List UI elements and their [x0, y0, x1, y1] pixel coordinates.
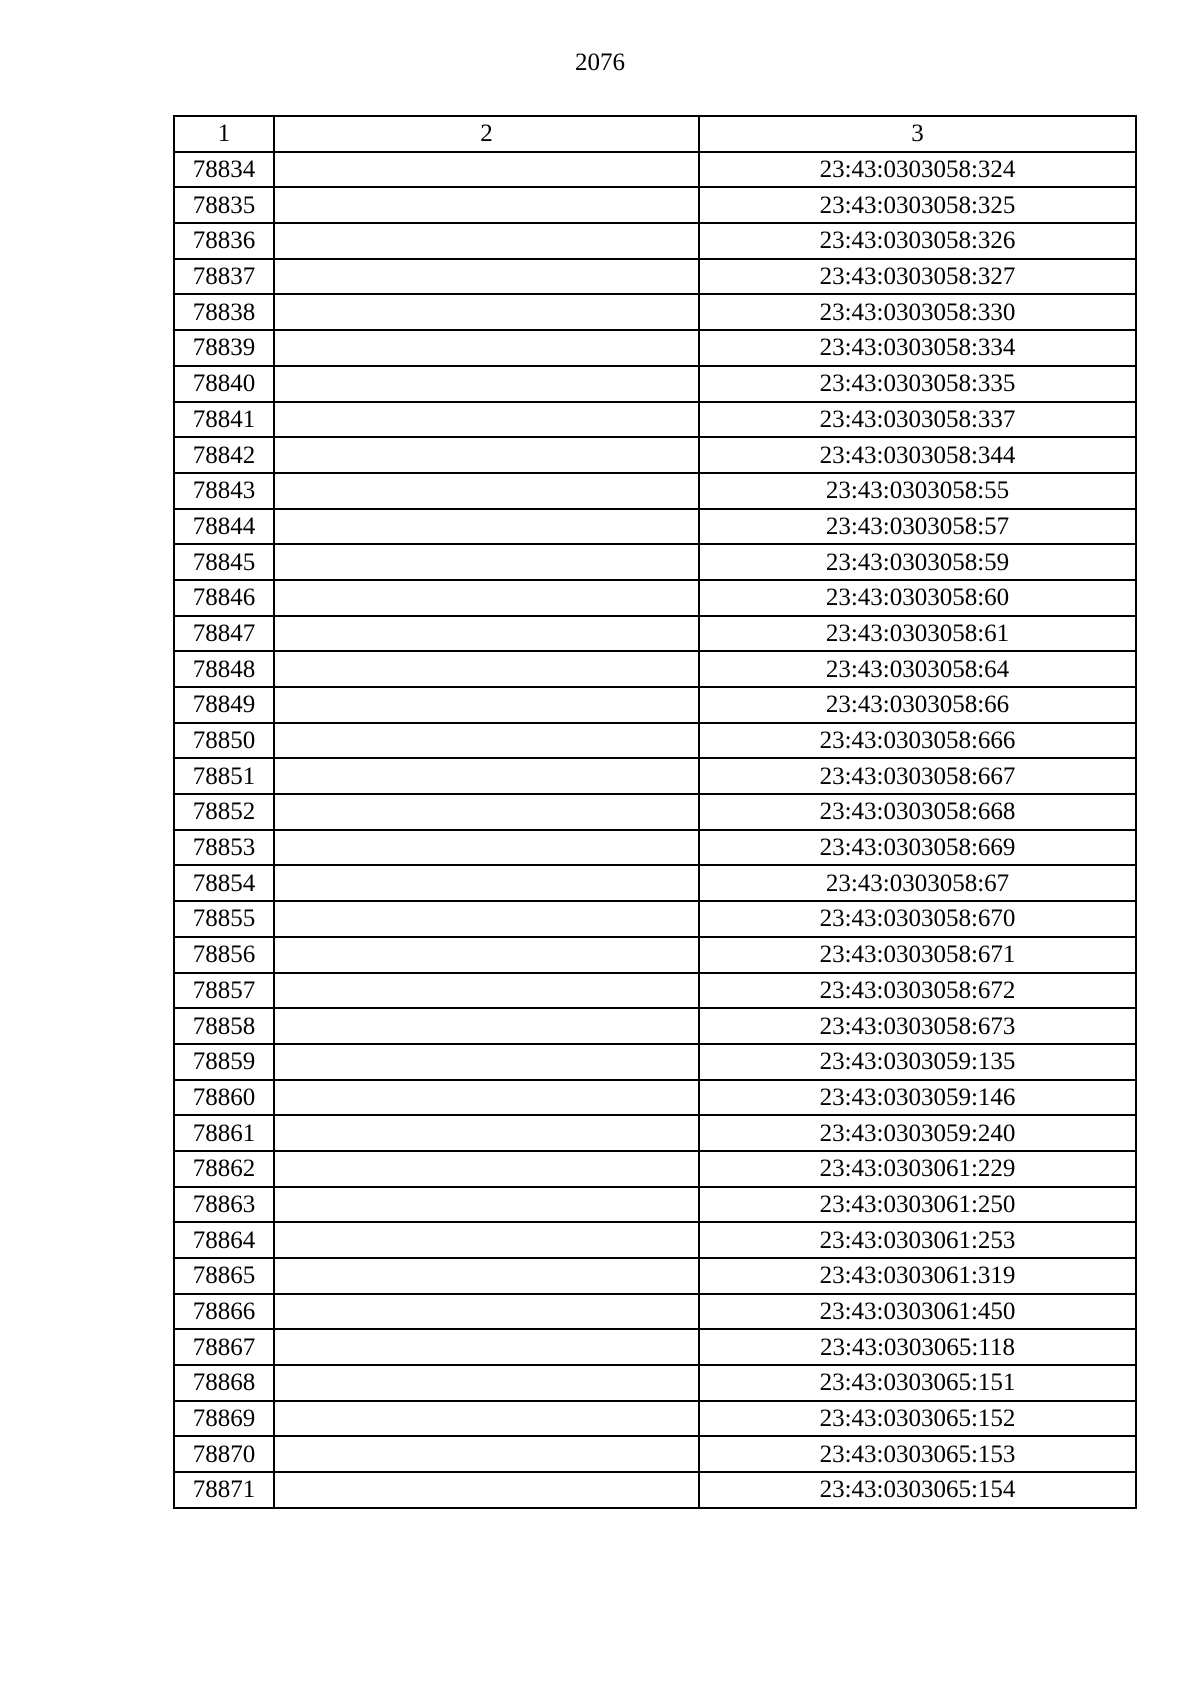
row-number-cell: 78858 [174, 1008, 274, 1044]
row-number-cell: 78841 [174, 402, 274, 438]
row-number-cell: 78867 [174, 1329, 274, 1365]
header-cell-2: 2 [274, 116, 699, 152]
description-cell [274, 1044, 699, 1080]
table-row [174, 509, 1136, 545]
table-row [174, 901, 1136, 937]
row-number-cell: 78835 [174, 187, 274, 223]
row-number-cell: 78837 [174, 259, 274, 295]
table-row [174, 651, 1136, 687]
cadastral-table [173, 115, 1137, 1509]
description-cell [274, 1365, 699, 1401]
table-row [174, 865, 1136, 901]
cadastral-number-cell: 23:43:0303058:344 [699, 437, 1136, 473]
cadastral-number-cell: 23:43:0303061:319 [699, 1258, 1136, 1294]
cadastral-number-cell: 23:43:0303061:229 [699, 1151, 1136, 1187]
row-number-cell: 78868 [174, 1365, 274, 1401]
description-cell [274, 509, 699, 545]
table-row [174, 402, 1136, 438]
table-row [174, 723, 1136, 759]
description-cell [274, 1436, 699, 1472]
description-cell [274, 723, 699, 759]
table-body [174, 152, 1136, 1508]
description-cell [274, 544, 699, 580]
description-cell [274, 294, 699, 330]
table-row [174, 580, 1136, 616]
description-cell [274, 1222, 699, 1258]
description-cell [274, 187, 699, 223]
cadastral-number-cell: 23:43:0303058:55 [699, 473, 1136, 509]
cadastral-number-cell: 23:43:0303058:671 [699, 937, 1136, 973]
description-cell [274, 794, 699, 830]
description-cell [274, 937, 699, 973]
description-cell [274, 687, 699, 723]
cadastral-number-cell: 23:43:0303065:118 [699, 1329, 1136, 1365]
table-row [174, 473, 1136, 509]
cadastral-number-cell: 23:43:0303058:325 [699, 187, 1136, 223]
description-cell [274, 1329, 699, 1365]
cadastral-number-cell: 23:43:0303058:67 [699, 865, 1136, 901]
table-row [174, 616, 1136, 652]
table-row [174, 1472, 1136, 1508]
cadastral-number-cell: 23:43:0303061:253 [699, 1222, 1136, 1258]
table-row [174, 1294, 1136, 1330]
row-number-cell: 78842 [174, 437, 274, 473]
row-number-cell: 78834 [174, 152, 274, 188]
description-cell [274, 1258, 699, 1294]
table-row [174, 187, 1136, 223]
row-number-cell: 78846 [174, 580, 274, 616]
row-number-cell: 78843 [174, 473, 274, 509]
cadastral-number-cell: 23:43:0303058:337 [699, 402, 1136, 438]
cadastral-number-cell: 23:43:0303058:668 [699, 794, 1136, 830]
row-number-cell: 78854 [174, 865, 274, 901]
description-cell [274, 330, 699, 366]
description-cell [274, 901, 699, 937]
cadastral-number-cell: 23:43:0303058:57 [699, 509, 1136, 545]
description-cell [274, 473, 699, 509]
cadastral-number-cell: 23:43:0303061:250 [699, 1187, 1136, 1223]
header-cell-1: 1 [174, 116, 274, 152]
table-row [174, 1365, 1136, 1401]
row-number-cell: 78845 [174, 544, 274, 580]
table-row [174, 973, 1136, 1009]
row-number-cell: 78862 [174, 1151, 274, 1187]
description-cell [274, 1401, 699, 1437]
description-cell [274, 758, 699, 794]
table-header [174, 116, 1136, 152]
row-number-cell: 78864 [174, 1222, 274, 1258]
header-cell-3: 3 [699, 116, 1136, 152]
cadastral-number-cell: 23:43:0303058:327 [699, 259, 1136, 295]
row-number-cell: 78839 [174, 330, 274, 366]
table-row [174, 259, 1136, 295]
cadastral-number-cell: 23:43:0303065:153 [699, 1436, 1136, 1472]
description-cell [274, 366, 699, 402]
row-number-cell: 78836 [174, 223, 274, 259]
table-row [174, 1008, 1136, 1044]
table-row [174, 1080, 1136, 1116]
header-row [174, 116, 1136, 152]
description-cell [274, 1294, 699, 1330]
cadastral-number-cell: 23:43:0303058:670 [699, 901, 1136, 937]
row-number-cell: 78865 [174, 1258, 274, 1294]
row-number-cell: 78838 [174, 294, 274, 330]
row-number-cell: 78855 [174, 901, 274, 937]
cadastral-number-cell: 23:43:0303061:450 [699, 1294, 1136, 1330]
description-cell [274, 865, 699, 901]
table-row [174, 544, 1136, 580]
description-cell [274, 402, 699, 438]
description-cell [274, 1115, 699, 1151]
description-cell [274, 1187, 699, 1223]
cadastral-number-cell: 23:43:0303058:666 [699, 723, 1136, 759]
table-row [174, 1329, 1136, 1365]
cadastral-number-cell: 23:43:0303058:60 [699, 580, 1136, 616]
table-row [174, 1436, 1136, 1472]
row-number-cell: 78852 [174, 794, 274, 830]
table-row [174, 758, 1136, 794]
row-number-cell: 78863 [174, 1187, 274, 1223]
description-cell [274, 1151, 699, 1187]
table-row [174, 152, 1136, 188]
cadastral-number-cell: 23:43:0303058:64 [699, 651, 1136, 687]
cadastral-number-cell: 23:43:0303058:335 [699, 366, 1136, 402]
description-cell [274, 437, 699, 473]
cadastral-number-cell: 23:43:0303058:669 [699, 830, 1136, 866]
table-row [174, 1258, 1136, 1294]
page-number: 2076 [575, 49, 625, 76]
table-row [174, 366, 1136, 402]
table-row [174, 223, 1136, 259]
table-row [174, 1222, 1136, 1258]
row-number-cell: 78859 [174, 1044, 274, 1080]
row-number-cell: 78860 [174, 1080, 274, 1116]
description-cell [274, 651, 699, 687]
table-row [174, 1115, 1136, 1151]
table-row [174, 830, 1136, 866]
cadastral-number-cell: 23:43:0303059:240 [699, 1115, 1136, 1151]
cadastral-number-cell: 23:43:0303058:61 [699, 616, 1136, 652]
table-row [174, 437, 1136, 473]
description-cell [274, 223, 699, 259]
row-number-cell: 78870 [174, 1436, 274, 1472]
row-number-cell: 78850 [174, 723, 274, 759]
cadastral-number-cell: 23:43:0303059:146 [699, 1080, 1136, 1116]
description-cell [274, 152, 699, 188]
description-cell [274, 616, 699, 652]
row-number-cell: 78851 [174, 758, 274, 794]
row-number-cell: 78869 [174, 1401, 274, 1437]
cadastral-number-cell: 23:43:0303065:154 [699, 1472, 1136, 1508]
table-row [174, 687, 1136, 723]
cadastral-number-cell: 23:43:0303058:672 [699, 973, 1136, 1009]
description-cell [274, 580, 699, 616]
table-row [174, 330, 1136, 366]
row-number-cell: 78849 [174, 687, 274, 723]
row-number-cell: 78848 [174, 651, 274, 687]
cadastral-number-cell: 23:43:0303058:330 [699, 294, 1136, 330]
row-number-cell: 78861 [174, 1115, 274, 1151]
table-row [174, 1151, 1136, 1187]
row-number-cell: 78857 [174, 973, 274, 1009]
cadastral-number-cell: 23:43:0303058:673 [699, 1008, 1136, 1044]
cadastral-number-cell: 23:43:0303058:334 [699, 330, 1136, 366]
table-row [174, 1187, 1136, 1223]
row-number-cell: 78871 [174, 1472, 274, 1508]
cadastral-number-cell: 23:43:0303065:151 [699, 1365, 1136, 1401]
table-row [174, 294, 1136, 330]
row-number-cell: 78853 [174, 830, 274, 866]
cadastral-number-cell: 23:43:0303058:324 [699, 152, 1136, 188]
table-row [174, 1044, 1136, 1080]
row-number-cell: 78866 [174, 1294, 274, 1330]
description-cell [274, 1008, 699, 1044]
description-cell [274, 259, 699, 295]
row-number-cell: 78840 [174, 366, 274, 402]
row-number-cell: 78847 [174, 616, 274, 652]
cadastral-number-cell: 23:43:0303058:667 [699, 758, 1136, 794]
cadastral-number-cell: 23:43:0303058:59 [699, 544, 1136, 580]
table-row [174, 1401, 1136, 1437]
cadastral-number-cell: 23:43:0303059:135 [699, 1044, 1136, 1080]
description-cell [274, 1472, 699, 1508]
description-cell [274, 973, 699, 1009]
row-number-cell: 78844 [174, 509, 274, 545]
cadastral-number-cell: 23:43:0303058:326 [699, 223, 1136, 259]
description-cell [274, 830, 699, 866]
table-row [174, 937, 1136, 973]
description-cell [274, 1080, 699, 1116]
table-row [174, 794, 1136, 830]
cadastral-number-cell: 23:43:0303058:66 [699, 687, 1136, 723]
cadastral-number-cell: 23:43:0303065:152 [699, 1401, 1136, 1437]
row-number-cell: 78856 [174, 937, 274, 973]
